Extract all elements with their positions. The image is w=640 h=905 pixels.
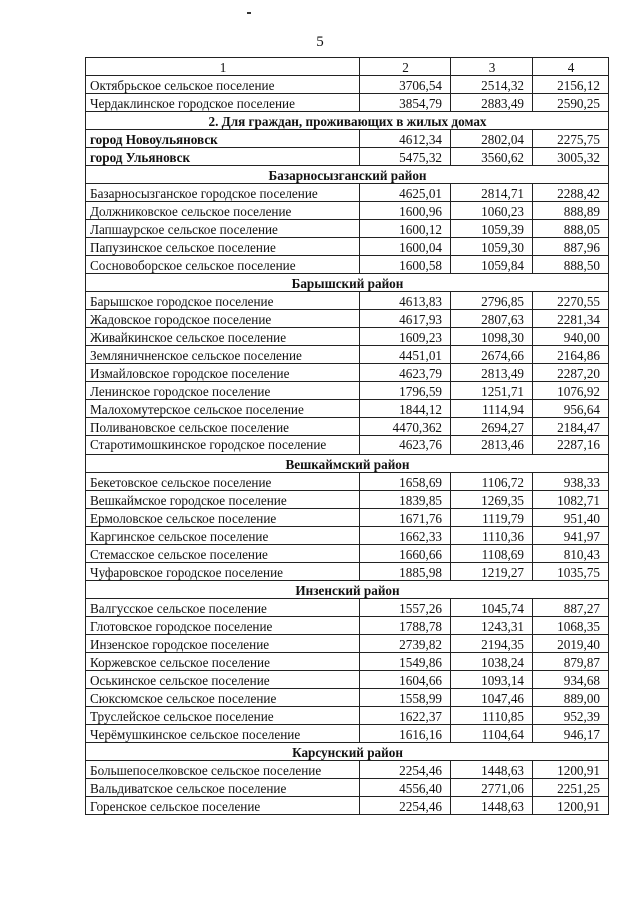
value-cell-col3: 1119,79 (451, 509, 533, 527)
value-cell-col4: 946,17 (533, 725, 609, 743)
table-row (86, 761, 609, 779)
value-cell-col4: 956,64 (533, 400, 609, 418)
value-cell-col3: 2814,71 (451, 184, 533, 202)
table-row (86, 76, 609, 94)
settlement-name-cell: Октябрьское сельское поселение (86, 76, 360, 94)
table-row (86, 509, 609, 527)
table-row (86, 364, 609, 382)
scan-mark (247, 12, 251, 14)
table-header-row (86, 58, 609, 76)
value-cell-col2: 2254,46 (360, 797, 451, 815)
value-cell-col2: 3706,54 (360, 76, 451, 94)
value-cell-col3: 1110,36 (451, 527, 533, 545)
value-cell-col4: 1200,91 (533, 761, 609, 779)
value-cell-col3: 2771,06 (451, 779, 533, 797)
tariff-table (85, 57, 609, 815)
value-cell-col3: 2813,46 (451, 436, 533, 455)
settlement-name-cell: Вешкаймское городское поселение (86, 491, 360, 509)
district-title: Карсунский район (86, 743, 609, 761)
column-header-3: 3 (451, 58, 533, 76)
value-cell-col3: 1219,27 (451, 563, 533, 581)
value-cell-col3: 3560,62 (451, 148, 533, 166)
table-row (86, 382, 609, 400)
value-cell-col2: 1658,69 (360, 473, 451, 491)
table-row (86, 220, 609, 238)
value-cell-col3: 1059,30 (451, 238, 533, 256)
section-header-row (86, 112, 609, 130)
settlement-name-cell: Валгусское сельское поселение (86, 599, 360, 617)
value-cell-col3: 1060,23 (451, 202, 533, 220)
table-row (86, 400, 609, 418)
table-row (86, 346, 609, 364)
settlement-name-cell: Бекетовское сельское поселение (86, 473, 360, 491)
value-cell-col4: 2281,34 (533, 310, 609, 328)
value-cell-col2: 1844,12 (360, 400, 451, 418)
value-cell-col2: 3854,79 (360, 94, 451, 112)
value-cell-col4: 879,87 (533, 653, 609, 671)
settlement-name-cell: Чердаклинское городское поселение (86, 94, 360, 112)
table-row (86, 130, 609, 148)
value-cell-col4: 887,27 (533, 599, 609, 617)
value-cell-col2: 1609,23 (360, 328, 451, 346)
settlement-name-cell: Вальдиватское сельское поселение (86, 779, 360, 797)
table-row (86, 797, 609, 815)
settlement-name-cell: Базарносызганское городское поселение (86, 184, 360, 202)
value-cell-col4: 2156,12 (533, 76, 609, 94)
value-cell-col4: 2270,55 (533, 292, 609, 310)
settlement-name-cell: Ермоловское сельское поселение (86, 509, 360, 527)
column-header-1: 1 (86, 58, 360, 76)
settlement-name-cell: Чуфаровское городское поселение (86, 563, 360, 581)
district-title: Базарносызганский район (86, 166, 609, 184)
table-row (86, 238, 609, 256)
table-row (86, 418, 609, 436)
table-row (86, 545, 609, 563)
settlement-name-cell: Живайкинское сельское поселение (86, 328, 360, 346)
value-cell-col3: 2674,66 (451, 346, 533, 364)
value-cell-col4: 1068,35 (533, 617, 609, 635)
settlement-name-cell: Сюксюмское сельское поселение (86, 689, 360, 707)
value-cell-col2: 2739,82 (360, 635, 451, 653)
value-cell-col3: 1110,85 (451, 707, 533, 725)
district-title: Инзенский район (86, 581, 609, 599)
column-header-2: 2 (360, 58, 451, 76)
value-cell-col3: 2514,32 (451, 76, 533, 94)
value-cell-col2: 1558,99 (360, 689, 451, 707)
settlement-name-cell: Поливановское сельское поселение (86, 418, 360, 436)
value-cell-col4: 888,50 (533, 256, 609, 274)
value-cell-col3: 1047,46 (451, 689, 533, 707)
value-cell-col3: 1269,35 (451, 491, 533, 509)
value-cell-col3: 2813,49 (451, 364, 533, 382)
value-cell-col2: 1549,86 (360, 653, 451, 671)
value-cell-col4: 1200,91 (533, 797, 609, 815)
settlement-name-cell: Труслейское сельское поселение (86, 707, 360, 725)
value-cell-col4: 810,43 (533, 545, 609, 563)
value-cell-col4: 2019,40 (533, 635, 609, 653)
value-cell-col3: 1114,94 (451, 400, 533, 418)
settlement-name-cell: Каргинское сельское поселение (86, 527, 360, 545)
table-row (86, 635, 609, 653)
value-cell-col3: 1059,84 (451, 256, 533, 274)
settlement-name-cell: Черёмушкинское сельское поселение (86, 725, 360, 743)
value-cell-col2: 1788,78 (360, 617, 451, 635)
value-cell-col4: 2590,25 (533, 94, 609, 112)
table-row (86, 491, 609, 509)
value-cell-col2: 4556,40 (360, 779, 451, 797)
table-row (86, 94, 609, 112)
table-row (86, 599, 609, 617)
value-cell-col3: 2807,63 (451, 310, 533, 328)
value-cell-col4: 1035,75 (533, 563, 609, 581)
value-cell-col4: 1076,92 (533, 382, 609, 400)
value-cell-col2: 4613,83 (360, 292, 451, 310)
value-cell-col2: 1557,26 (360, 599, 451, 617)
value-cell-col2: 1885,98 (360, 563, 451, 581)
value-cell-col3: 2802,04 (451, 130, 533, 148)
district-header-row (86, 274, 609, 292)
district-header-row (86, 166, 609, 184)
value-cell-col3: 2694,27 (451, 418, 533, 436)
table-row (86, 563, 609, 581)
table-row (86, 653, 609, 671)
value-cell-col2: 1796,59 (360, 382, 451, 400)
settlement-name-cell: Барышское городское поселение (86, 292, 360, 310)
value-cell-col2: 1600,12 (360, 220, 451, 238)
value-cell-col4: 3005,32 (533, 148, 609, 166)
value-cell-col4: 888,05 (533, 220, 609, 238)
value-cell-col4: 2287,20 (533, 364, 609, 382)
value-cell-col3: 1093,14 (451, 671, 533, 689)
value-cell-col4: 2184,47 (533, 418, 609, 436)
value-cell-col4: 2275,75 (533, 130, 609, 148)
table-row (86, 707, 609, 725)
value-cell-col4: 2251,25 (533, 779, 609, 797)
settlement-name-cell: Папузинское сельское поселение (86, 238, 360, 256)
settlement-name-cell: Инзенское городское поселение (86, 635, 360, 653)
value-cell-col3: 1251,71 (451, 382, 533, 400)
value-cell-col4: 938,33 (533, 473, 609, 491)
page-number: 5 (316, 34, 324, 50)
settlement-name-cell: Земляничненское сельское поселение (86, 346, 360, 364)
settlement-name-cell: Оськинское сельское поселение (86, 671, 360, 689)
value-cell-col2: 4623,76 (360, 436, 451, 455)
value-cell-col2: 4617,93 (360, 310, 451, 328)
table-row (86, 671, 609, 689)
value-cell-col2: 4623,79 (360, 364, 451, 382)
value-cell-col2: 1600,58 (360, 256, 451, 274)
table-row (86, 527, 609, 545)
column-header-4: 4 (533, 58, 609, 76)
value-cell-col4: 941,97 (533, 527, 609, 545)
settlement-name-cell: город Новоульяновск (86, 130, 360, 148)
value-cell-col3: 1108,69 (451, 545, 533, 563)
value-cell-col2: 1662,33 (360, 527, 451, 545)
value-cell-col2: 4612,34 (360, 130, 451, 148)
value-cell-col2: 1600,96 (360, 202, 451, 220)
value-cell-col2: 1604,66 (360, 671, 451, 689)
table-row (86, 310, 609, 328)
value-cell-col3: 2194,35 (451, 635, 533, 653)
value-cell-col4: 934,68 (533, 671, 609, 689)
value-cell-col3: 1098,30 (451, 328, 533, 346)
settlement-name-cell: Жадовское городское поселение (86, 310, 360, 328)
value-cell-col2: 2254,46 (360, 761, 451, 779)
value-cell-col4: 2288,42 (533, 184, 609, 202)
value-cell-col3: 1045,74 (451, 599, 533, 617)
value-cell-col2: 1622,37 (360, 707, 451, 725)
table-row (86, 148, 609, 166)
table-row (86, 689, 609, 707)
value-cell-col3: 1448,63 (451, 797, 533, 815)
district-title: Вешкаймский район (86, 455, 609, 473)
settlement-name-cell: Сосновоборское сельское поселение (86, 256, 360, 274)
value-cell-col4: 952,39 (533, 707, 609, 725)
settlement-name-cell: Старотимошкинское городское поселение (86, 436, 360, 455)
table-row (86, 617, 609, 635)
value-cell-col3: 2883,49 (451, 94, 533, 112)
table-row (86, 256, 609, 274)
section-title: 2. Для граждан, проживающих в жилых домах (86, 112, 609, 130)
table-row (86, 292, 609, 310)
table-row (86, 436, 609, 455)
settlement-name-cell: Измайловское городское поселение (86, 364, 360, 382)
value-cell-col3: 1106,72 (451, 473, 533, 491)
value-cell-col2: 1839,85 (360, 491, 451, 509)
value-cell-col3: 1448,63 (451, 761, 533, 779)
district-title: Барышский район (86, 274, 609, 292)
value-cell-col3: 1243,31 (451, 617, 533, 635)
table-row (86, 202, 609, 220)
settlement-name-cell: Должниковское сельское поселение (86, 202, 360, 220)
settlement-name-cell: Глотовское городское поселение (86, 617, 360, 635)
value-cell-col4: 2164,86 (533, 346, 609, 364)
value-cell-col4: 951,40 (533, 509, 609, 527)
value-cell-col4: 888,89 (533, 202, 609, 220)
settlement-name-cell: Стемасское сельское поселение (86, 545, 360, 563)
value-cell-col3: 1059,39 (451, 220, 533, 238)
value-cell-col4: 889,00 (533, 689, 609, 707)
value-cell-col4: 887,96 (533, 238, 609, 256)
district-header-row (86, 581, 609, 599)
value-cell-col2: 1671,76 (360, 509, 451, 527)
value-cell-col2: 1616,16 (360, 725, 451, 743)
value-cell-col2: 1660,66 (360, 545, 451, 563)
settlement-name-cell: Малохомутерское сельское поселение (86, 400, 360, 418)
value-cell-col2: 5475,32 (360, 148, 451, 166)
value-cell-col2: 4470,362 (360, 418, 451, 436)
table-row (86, 328, 609, 346)
value-cell-col2: 4625,01 (360, 184, 451, 202)
settlement-name-cell: Лапшаурское сельское поселение (86, 220, 360, 238)
value-cell-col4: 940,00 (533, 328, 609, 346)
district-header-row (86, 455, 609, 473)
value-cell-col4: 1082,71 (533, 491, 609, 509)
table-row (86, 779, 609, 797)
settlement-name-cell: город Ульяновск (86, 148, 360, 166)
table-row (86, 725, 609, 743)
value-cell-col2: 4451,01 (360, 346, 451, 364)
value-cell-col3: 2796,85 (451, 292, 533, 310)
value-cell-col4: 2287,16 (533, 436, 609, 455)
settlement-name-cell: Ленинское городское поселение (86, 382, 360, 400)
table-body (86, 58, 609, 815)
table-row (86, 184, 609, 202)
table-row (86, 473, 609, 491)
settlement-name-cell: Большепоселковское сельское поселение (86, 761, 360, 779)
value-cell-col3: 1038,24 (451, 653, 533, 671)
settlement-name-cell: Коржевское сельское поселение (86, 653, 360, 671)
district-header-row (86, 743, 609, 761)
settlement-name-cell: Горенское сельское поселение (86, 797, 360, 815)
value-cell-col3: 1104,64 (451, 725, 533, 743)
value-cell-col2: 1600,04 (360, 238, 451, 256)
